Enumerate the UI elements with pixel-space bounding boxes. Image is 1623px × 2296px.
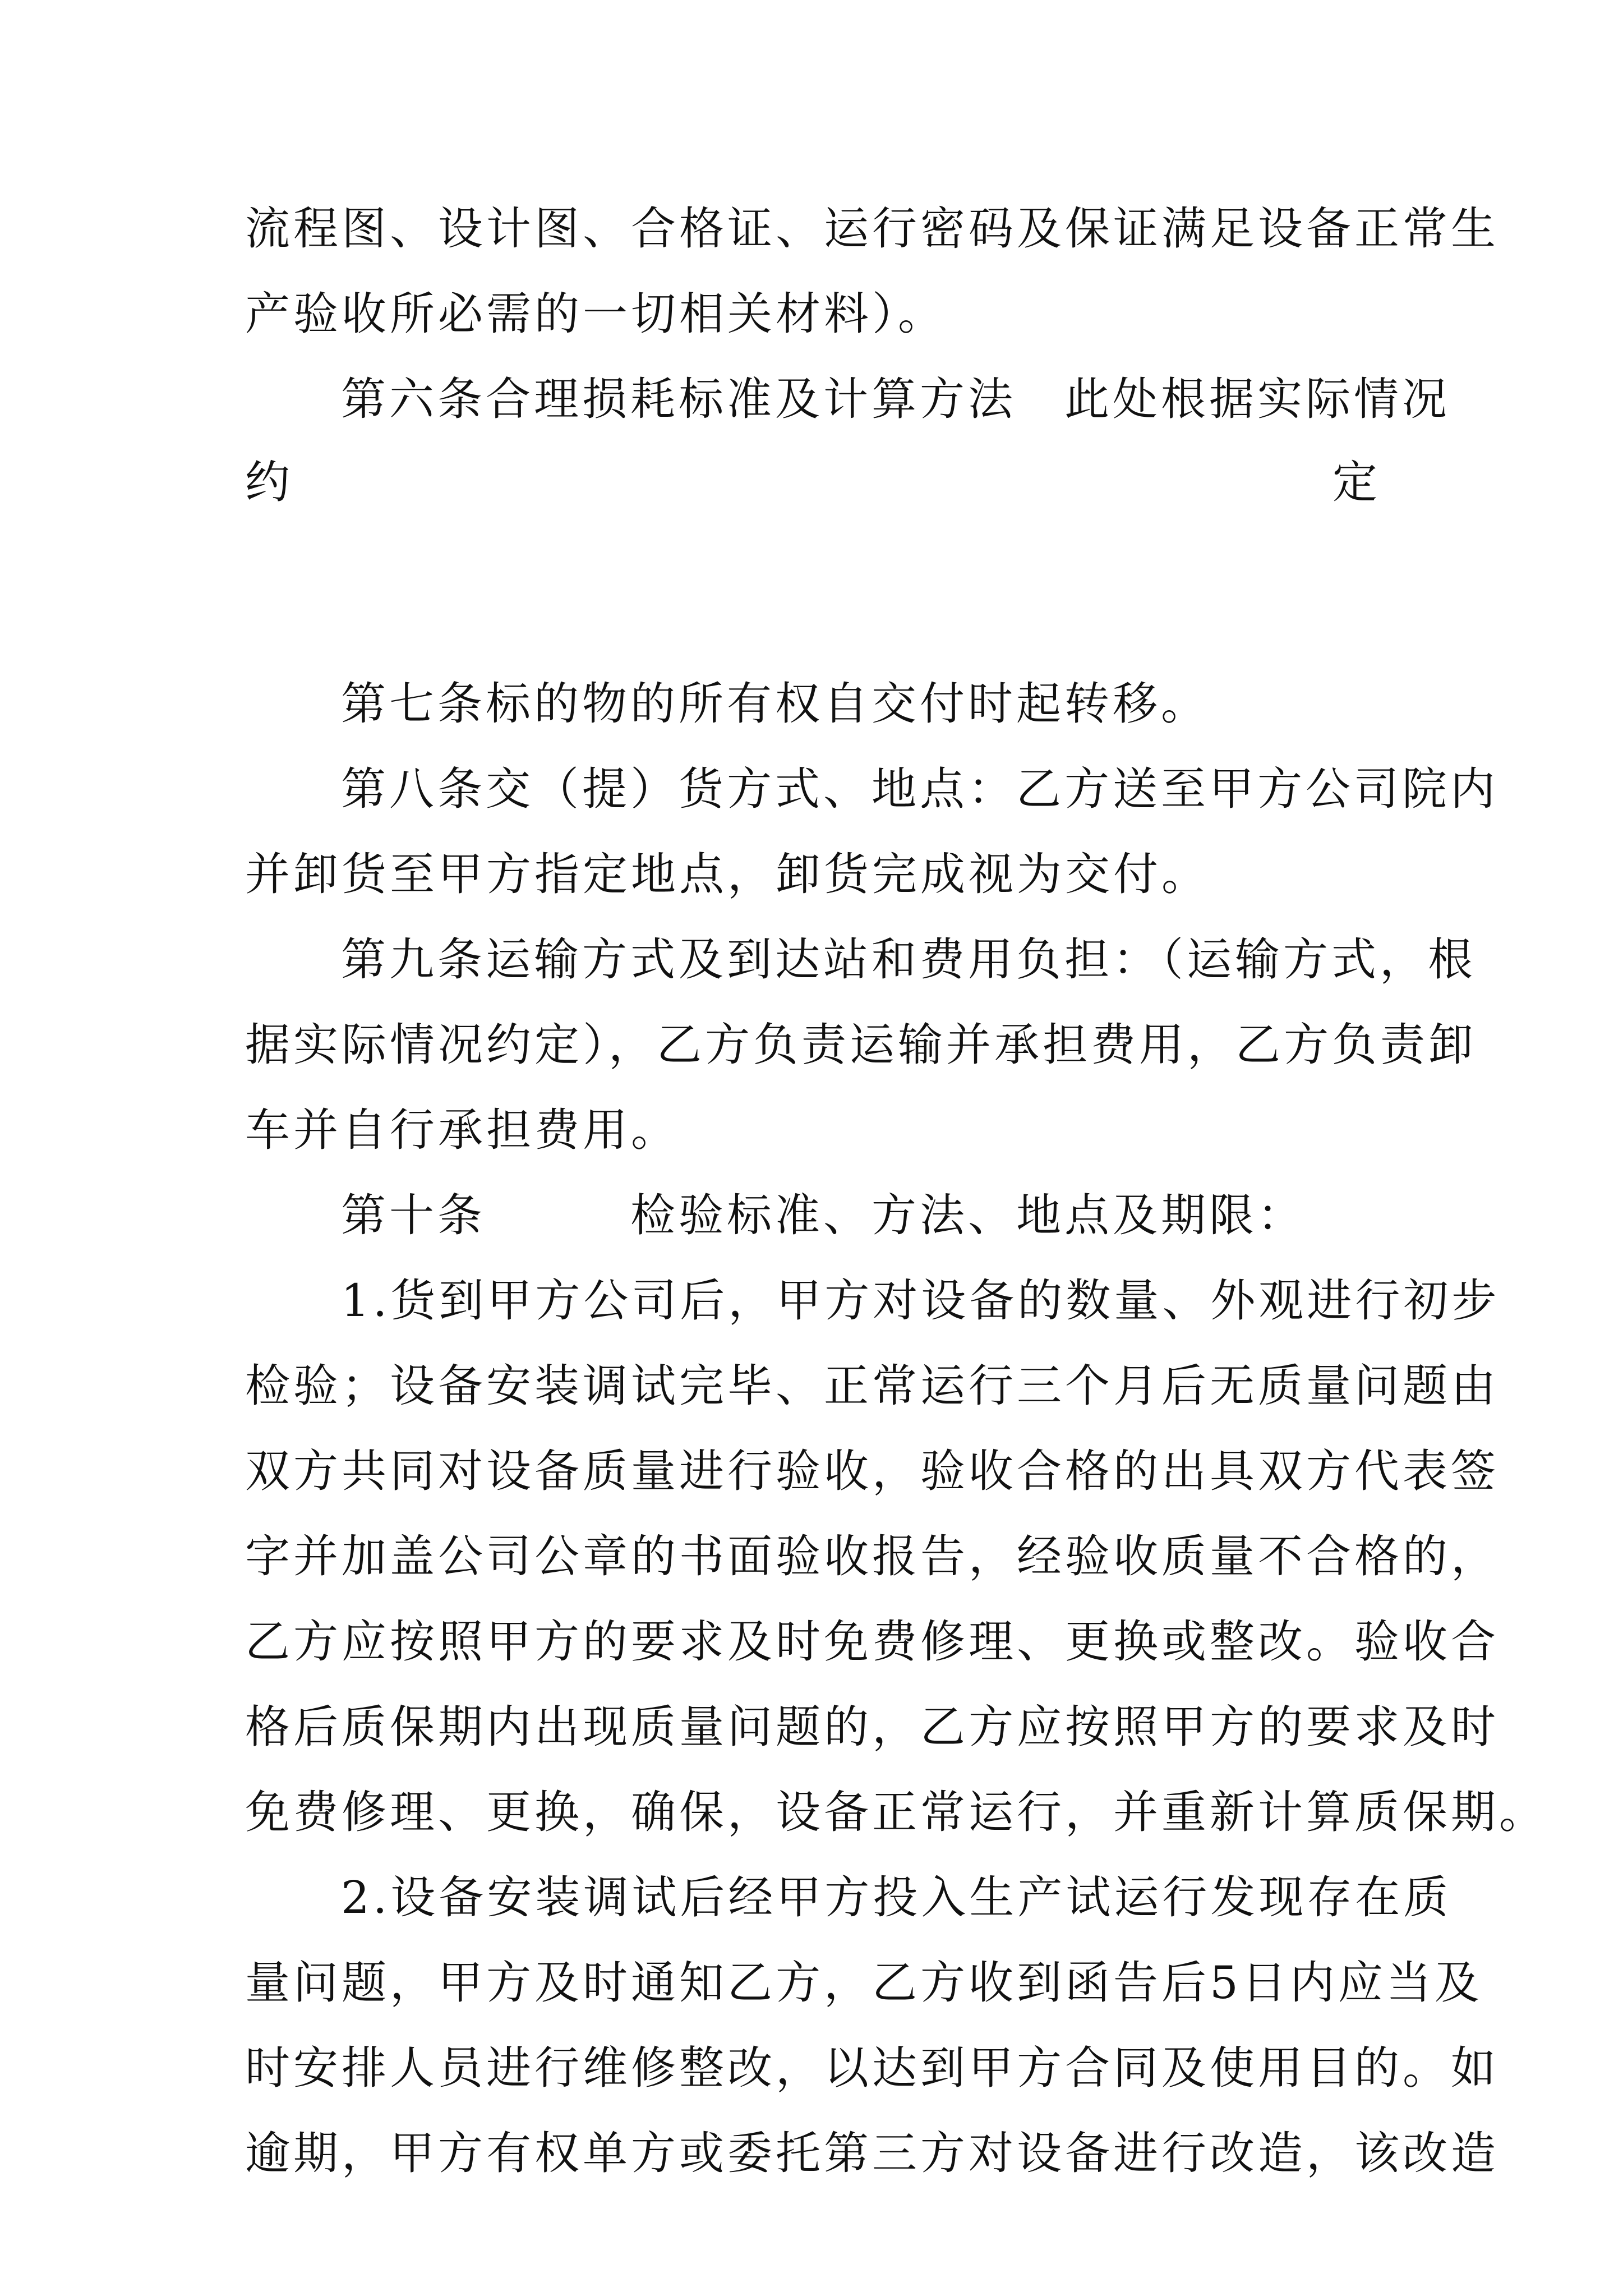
text-line: 乙方应按照甲方的要求及时免费修理、更换或整改。验收合 — [245, 1616, 1499, 1668]
text-line: 车并自行承担费用。 — [245, 1104, 679, 1156]
text-line: 格后质保期内出现质量问题的，乙方应按照甲方的要求及时 — [245, 1701, 1499, 1753]
text-line: 第十条 检验标准、方法、地点及期限： — [341, 1189, 1306, 1241]
text-line: 时安排人员进行维修整改，以达到甲方合同及使用目的。如 — [245, 2042, 1499, 2094]
text-line: 检验；设备安装调试完毕、正常运行三个月后无质量问题由 — [245, 1360, 1499, 1412]
text-line: 第九条运输方式及到达站和费用负担：（运输方式，根 — [341, 933, 1476, 986]
split-line-left: 约 — [245, 456, 293, 508]
text-line: 产验收所必需的一切相关材料）。 — [245, 288, 946, 340]
text-line: 1.货到甲方公司后，甲方对设备的数量、外观进行初步 — [341, 1274, 1500, 1327]
text-line: 流程图、设计图、合格证、运行密码及保证满足设备正常生 — [245, 203, 1499, 255]
text-line: 2.设备安装调试后经甲方投入生产试运行发现存在质 — [341, 1871, 1452, 1924]
text-line: 并卸货至甲方指定地点，卸货完成视为交付。 — [245, 848, 1210, 900]
split-text-line — [245, 454, 1381, 510]
text-line: 量问题，甲方及时通知乙方，乙方收到函告后5日内应当及 — [245, 1957, 1483, 2009]
text-line: 逾期，甲方有权单方或委托第三方对设备进行改造，该改造 — [245, 2127, 1499, 2179]
text-line: 免费修理、更换，确保，设备正常运行，并重新计算质保期。 — [245, 1786, 1547, 1838]
text-line: 第八条交（提）货方式、地点：乙方送至甲方公司院内 — [341, 763, 1498, 815]
text-line: 第七条标的物的所有权自交付时起转移。 — [341, 678, 1209, 730]
text-line: 字并加盖公司公章的书面验收报告，经验收质量不合格的， — [245, 1530, 1499, 1582]
text-line: 据实际情况约定），乙方负责运输并承担费用，乙方负责卸 — [245, 1019, 1477, 1071]
text-line: 第六条合理损耗标准及计算方法 此处根据实际情况 — [341, 373, 1450, 425]
text-line: 双方共同对设备质量进行验收，验收合格的出具双方代表签 — [245, 1445, 1499, 1497]
split-line-right: 定 — [1332, 456, 1381, 508]
